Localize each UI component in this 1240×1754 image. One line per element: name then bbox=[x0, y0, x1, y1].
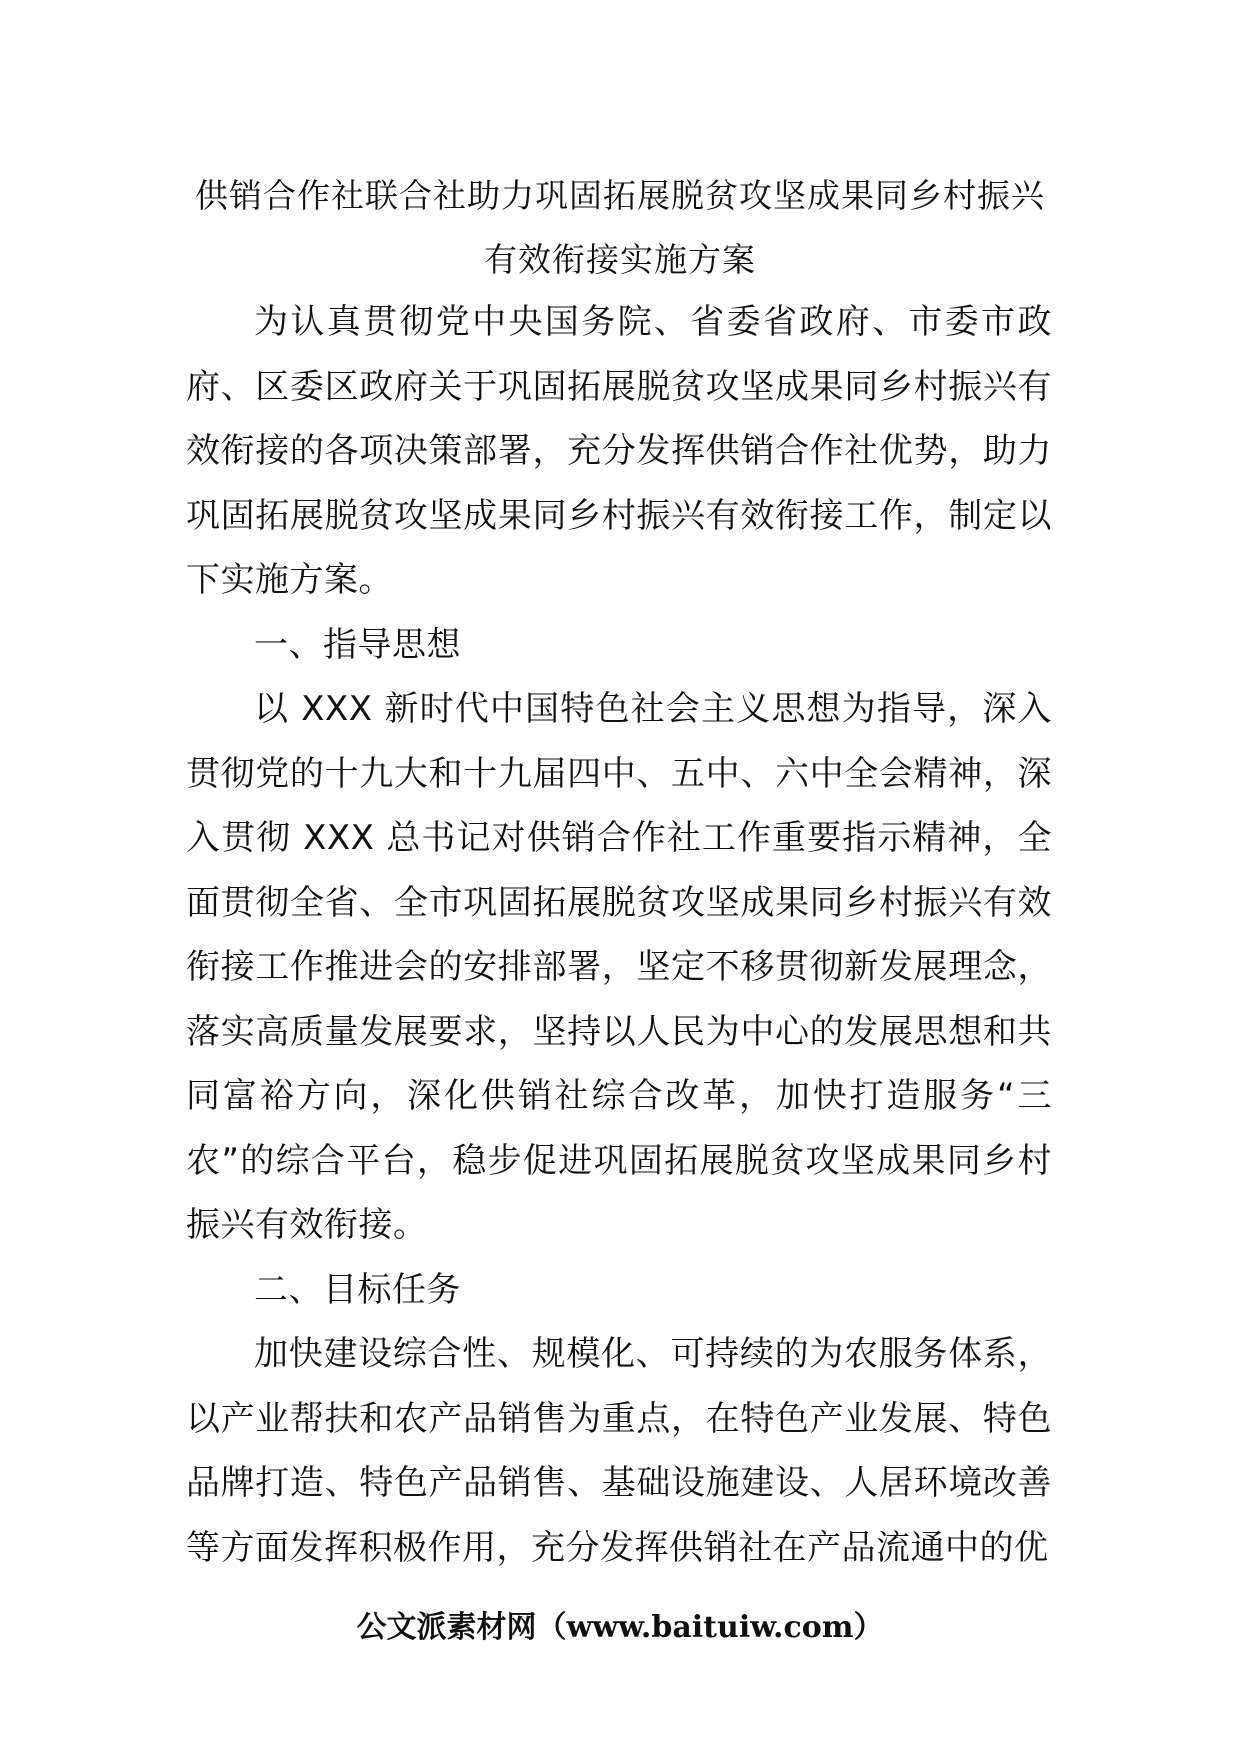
footer-watermark: 公文派素材网（www.baituiw.com） bbox=[356, 1610, 884, 1645]
guiding-thought-paragraph: 以 XXX 新时代中国特色社会主义思想为指导，深入贯彻党的十九大和十九届四中、五中、六中全会精神，深入贯彻 XXX 总书记对供销合作社工作重要指示精神，全面贯彻全省、全市巩固拓展脱贫攻坚成果同乡村振兴有效衔接工作推进会的安排部署，坚定不移贯彻新发展理念，落实高质量发展要求，坚持以人民为中心的发展思想和共同富裕方向，深化供销社综合改革，加快打造服务“三农”的综合平台，稳步促进巩固拓展脱贫攻坚成果同乡村振兴有效衔接。 bbox=[186, 689, 1052, 1245]
goals-tasks-paragraph: 加快建设综合性、规模化、可持续的为农服务体系，以产业帮扶和农产品销售为重点，在特色产业发展、特色品牌打造、特色产品销售、基础设施建设、人居环境改善等方面发挥积极作用，充分发挥供销社在产品流通中的优 bbox=[186, 1334, 1052, 1568]
section-heading-guiding-thought: 一、指导思想 bbox=[254, 624, 461, 665]
section-heading-goals-tasks: 二、目标任务 bbox=[254, 1269, 461, 1310]
document-body bbox=[186, 290, 1052, 1580]
document-title-line-1: 供销合作社联合社助力巩固拓展脱贫攻坚成果同乡村振兴 bbox=[195, 176, 1045, 215]
document-title-line-2: 有效衔接实施方案 bbox=[484, 240, 756, 279]
intro-paragraph: 为认真贯彻党中央国务院、省委省政府、市委市政府、区委区政府关于巩固拓展脱贫攻坚成果同乡村振兴有效衔接的各项决策部署，充分发挥供销合作社优势，助力巩固拓展脱贫攻坚成果同乡村振兴有效衔接工作，制定以下实施方案。 bbox=[186, 302, 1052, 600]
